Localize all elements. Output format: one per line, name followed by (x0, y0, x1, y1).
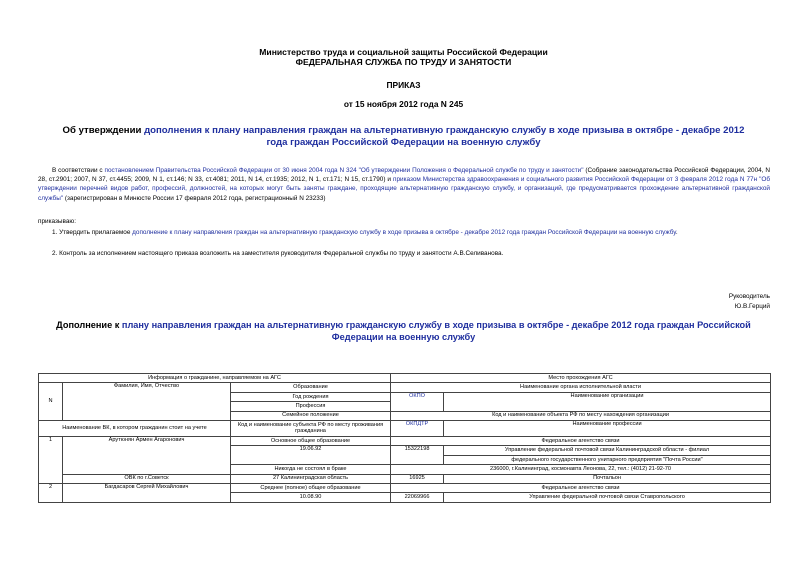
authority-name: Федеральное агентство связи (391, 436, 771, 445)
assignment-table (38, 373, 771, 503)
preamble-text-2: (Собрание законодательства Российской Федерации, 2004, N 28, ст.2901; 2007, N 37, ст.4455; 2009, N 1, ст.146; N 33, ст.4081; 2011, N 14, ст.1935; 2012, N 1, ст.171; N 15, ст.1790) и (38, 167, 771, 184)
order-heading: ПРИКАЗ (386, 80, 421, 90)
addendum-title (30, 320, 777, 343)
item-1-prefix: 1. Утвердить прилагаемое (52, 229, 133, 236)
org-okpo: 22069966 (391, 493, 444, 502)
citizen-name: Багдасаров Сергей Михайлович (63, 483, 231, 502)
header-family: Семейное положение (231, 411, 391, 420)
table-row (39, 474, 771, 483)
order-word: приказываю: (38, 218, 76, 225)
preamble-paragraph (38, 166, 770, 203)
government-decree-link[interactable]: постановлением Правительства Российской Федерации от 30 июня 2004 года N 324 "Об утверждении Положения о Федеральной службе по труду и занятости" (104, 167, 584, 174)
addendum-title-link[interactable]: плану направления граждан на альтернативную гражданскую службу в ходе призыва в октябре - декабре 2012 года граждан Российской Федерации на военную службу (121, 320, 751, 342)
preamble-text-1: В соответствии с (52, 167, 105, 174)
header-subject: Код и наименование субъекта РФ по месту проживания гражданина (231, 420, 391, 436)
org-name-line-1: Управление федеральной почтовой связи Калининградской области - филиал (444, 446, 771, 455)
authority-name: Федеральное агентство связи (391, 483, 771, 492)
table-row (39, 436, 771, 445)
header-education: Образование (231, 383, 391, 392)
header-number: N (39, 383, 63, 421)
header-fio: Фамилия, Имя, Отчество (63, 383, 231, 421)
ministry-order-link[interactable]: приказом Министерства здравоохранения и социального развития Российской Федерации от 3 февраля 2012 года N 77н "Об утверждении перечней видов работ, профессий, должностей, на которых могут быть заняты граждане, проходящие альтернативную гражданскую службу, и организаций, где предусматривается прохождение альтернативной гражданской службы" (38, 176, 770, 202)
order-date: от 15 ноября 2012 года N 245 (343, 99, 464, 109)
header-info: Информация о гражданине, направляемом на АГС (39, 374, 391, 383)
title-prefix: Об утверждении (62, 125, 145, 136)
header-profession-name: Наименование профессии (444, 420, 771, 436)
service-name: ФЕДЕРАЛЬНАЯ СЛУЖБА ПО ТРУДУ И ЗАНЯТОСТИ (295, 57, 512, 67)
org-okpo: 15322198 (391, 446, 444, 465)
signature-role: Руководитель (728, 293, 770, 300)
profession-name: Почтальон (444, 474, 771, 483)
order-item-2: 2. Контроль за исполнением настоящего приказа возложить на заместителя руководителя Федеральной службы по труду и занятости А.В.Селиванова. (52, 250, 504, 257)
citizen-vk: ОВК по г.Советск (63, 474, 231, 483)
header-birth-year: Год рождения (231, 392, 391, 401)
table-header-row (39, 383, 771, 392)
header-vk: Наименование ВК, в котором гражданин стоит на учете (39, 420, 231, 436)
header-okpdtr: ОКПДТР (391, 420, 444, 436)
header-org-name: Наименование организации (444, 392, 771, 411)
org-name-line-1: Управление федеральной почтовой связи Ставропольского (444, 493, 771, 502)
ministry-name: Министерство труда и социальной защиты Российской Федерации (259, 47, 548, 57)
preamble-text-3: (зарегистрирован в Минюсте России 17 февраля 2012 года, регистрационный N 23233) (63, 194, 326, 202)
citizen-subject: 27 Калининградская область (231, 474, 391, 483)
profession-okpdtr: 16925 (391, 474, 444, 483)
citizen-education: Среднее (полное) общее образование (231, 483, 391, 492)
header-authority: Наименование органа исполнительной власти (391, 383, 771, 392)
table-header-row (39, 374, 771, 383)
item-1-suffix: . (675, 229, 678, 236)
signature-name: Ю.В.Герций (734, 303, 770, 310)
org-address: 236000, г.Калининград, космонавта Леонова, 22, тел.: (4012) 21-92-70 (391, 465, 771, 474)
table-header-row (39, 420, 771, 436)
header-place: Место прохождения АГС (391, 374, 771, 383)
table-row (39, 483, 771, 492)
org-name-line-2: федерального государственного унитарного предприятия "Почта России" (444, 455, 771, 464)
row-number: 1 (39, 436, 63, 483)
order-item-1 (52, 228, 770, 237)
header-profession: Профессия (231, 402, 391, 411)
header-object-code: Код и наименование объекта РФ по месту нахождения организации (391, 411, 771, 420)
addendum-link[interactable]: дополнение к плану направления граждан на альтернативную гражданскую службу в ходе призыва в октябре - декабре 2012 года граждан Российской Федерации на военную службу (132, 229, 676, 236)
citizen-education: Основное общее образование (231, 436, 391, 445)
citizen-birth-date: 10.08.90 (231, 493, 391, 502)
citizen-name: Арутюнян Армен Агаронович (63, 436, 231, 474)
addendum-prefix: Дополнение к (56, 320, 122, 330)
citizen-birth-date: 19.06.92 (231, 446, 391, 465)
row-number: 2 (39, 483, 63, 502)
title-link[interactable]: дополнения к плану направления граждан на альтернативную гражданскую службу в ходе призыва в октябре - декабре 2012 года граждан Российской Федерации на военную службу (144, 125, 745, 148)
document-title (60, 125, 747, 149)
header-okpo: ОКПО (391, 392, 444, 411)
citizen-family-status: Никогда не состоял в браке (231, 465, 391, 474)
